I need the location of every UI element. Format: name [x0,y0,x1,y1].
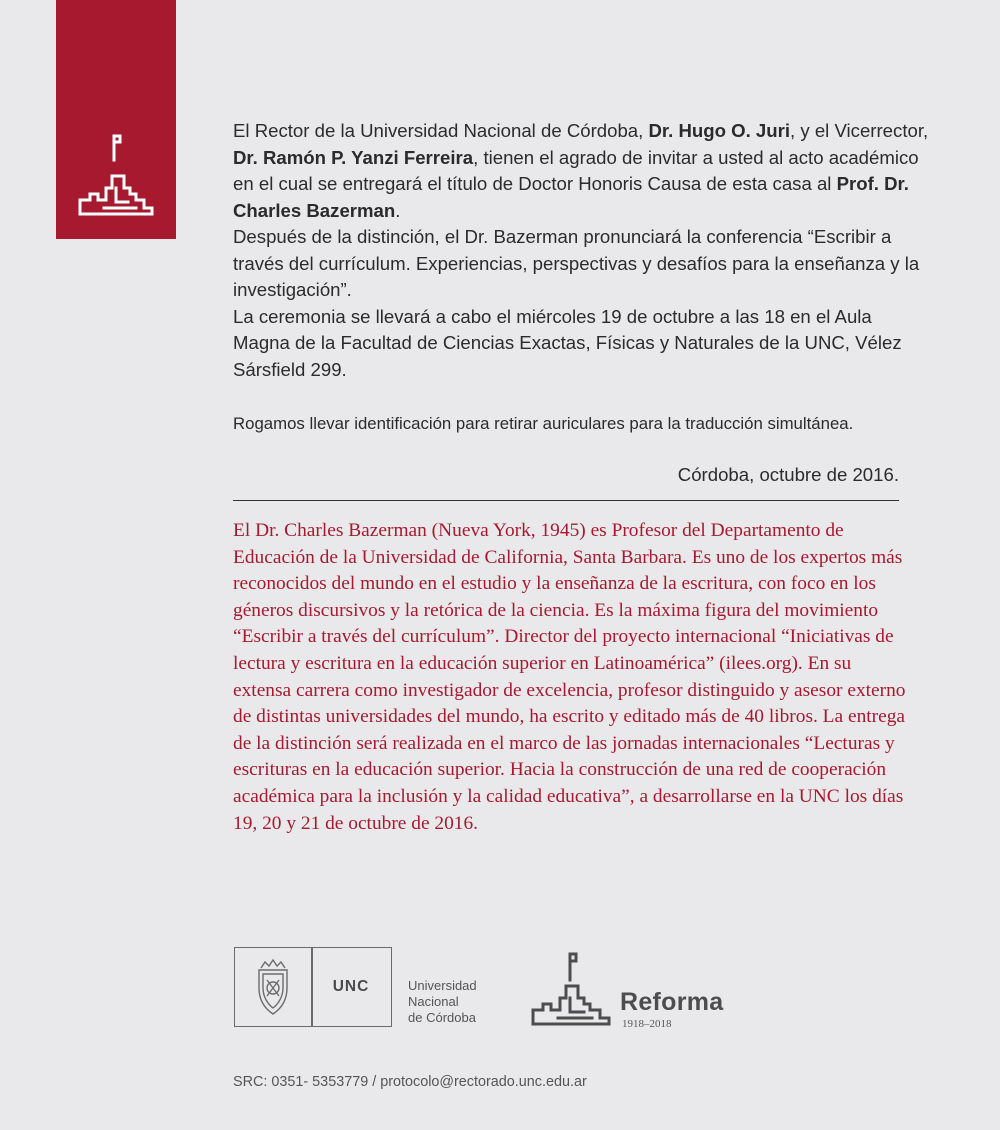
intro-text-1: El Rector de la Universidad Nacional de Córdoba, [233,120,649,141]
invitation-text [233,118,933,383]
university-name [408,978,477,1026]
contact-footer: SRC: 0351- 5353779 / protocolo@rectorado.unc.edu.ar [233,1074,587,1090]
honoree-name: Prof. Dr. Charles Bazerman [233,173,909,221]
reforma-title: Reforma [620,988,724,1016]
biography-text: El Dr. Charles Bazerman (Nueva York, 1945) es Profesor del Departamento de Educación de la Universidad de California, Santa Barbara. Es uno de los expertos más reconocidos del mundo en el estudio y la enseñanza de la escritura, con foco en los géneros discursivos y la retórica de la ciencia. Es la máxima figura del movimiento “Escribir a través del currículum”. Director del proyecto internacional “Iniciativas de lectura y escritura en la educación superior en Latinoamérica” (ilees.org). En su extensa carrera como investigador de excelencia, profesor distinguido y asesor externo de distintas universidades del mundo, ha escrito y editado más de 40 libros. La entrega de la distinción será realizada en el marco de las jornadas internacionales “Lecturas y escrituras en la educación superior. Hacia la construcción de una red de cooperación académica para la inclusión y la calidad educativa”, a desarrollarse en la UNC los días 19, 20 y 21 de octubre de 2016. [233,520,906,834]
dateline: Córdoba, octubre de 2016. [677,464,899,485]
university-name-line-1: Universidad [408,978,477,993]
conference-paragraph: Después de la distinción, el Dr. Bazerman pronunciará la conferencia “Escribir a través del currículum. Experiencias, perspectivas y desafíos para la enseñanza y la investigación”. [233,226,920,300]
invitation-paragraph [233,118,933,224]
university-name-line-3: de Córdoba [408,1010,476,1025]
unc-seal-icon [253,958,293,1016]
intro-text-3: , tienen el agrado de invitar a usted al acto académico en el cual se entregará el título de Doctor Honoris Causa de esta casa al [233,146,919,194]
unc-abbreviation: UNC [332,978,370,995]
header-red-band [56,0,176,239]
intro-text-4: . [395,199,401,221]
headphones-note: Rogamos llevar identificación para retirar auriculares para la traducción simultánea. [233,414,854,433]
reforma-years: 1918–2018 [622,1018,672,1030]
rector-name: Dr. Hugo O. Juri [648,120,791,141]
reforma-logo-icon [530,950,614,1030]
reforma-tower-icon [78,132,154,218]
ceremony-paragraph: La ceremonia se llevará a cabo el miércoles 19 de octubre a las 18 en el Aula Magna de la Facultad de Ciencias Exactas, Físicas y Naturales de la UNC, Vélez Sársfield 299. [233,305,902,380]
university-name-line-2: Nacional [408,994,459,1009]
intro-text-2: , y el Vicerrector, [790,120,929,141]
vicerrector-name: Dr. Ramón P. Yanzi Ferreira [233,146,474,168]
divider-line [233,500,899,501]
unc-logo [234,947,392,1027]
